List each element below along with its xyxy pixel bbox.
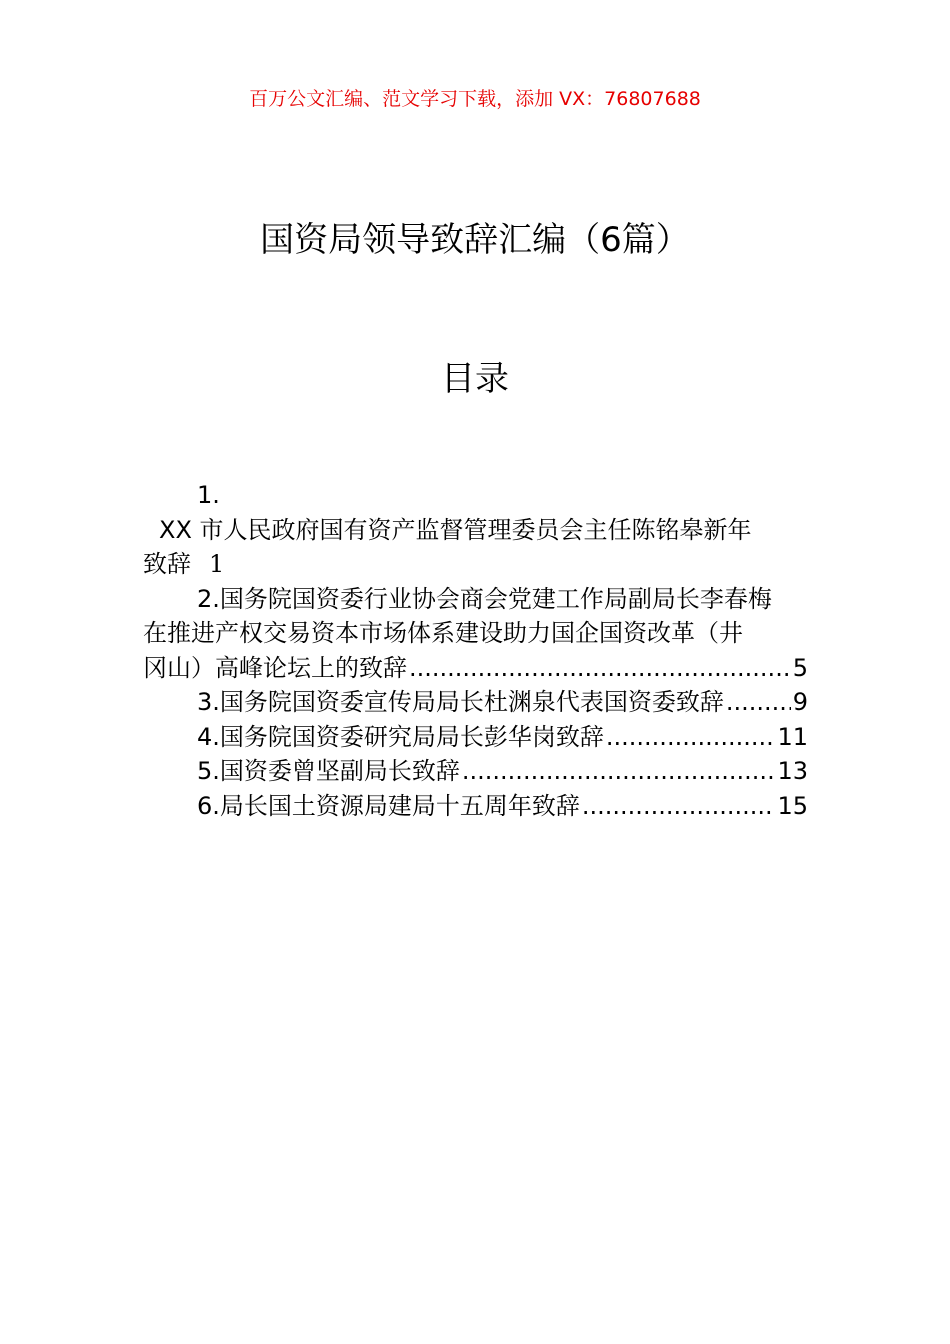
toc-item-text: 在推进产权交易资本市场体系建设助力国企国资改革（井 [143,619,743,647]
toc-item-2-line[interactable] [143,616,808,651]
toc-item-text: 2.国务院国资委行业协会商会党建工作局副局长李春梅 [197,584,772,613]
toc-item-text: 4.国务院国资委研究局局长彭华岗致辞 [197,722,604,751]
toc-page-number: 9 [792,688,808,716]
dot-leader [606,720,776,755]
toc-item-4[interactable] [143,720,808,755]
toc-page-number: 1 [209,550,225,578]
toc-item-2-line[interactable] [143,582,808,617]
toc-item-5[interactable] [143,754,808,789]
toc-item-text: 5.国资委曾坚副局长致辞 [197,757,460,785]
table-of-contents [143,478,808,823]
toc-page-number: 15 [777,791,808,820]
toc-item-text: 6.局长国土资源局建局十五周年致辞 [197,791,580,820]
header-note: 百万公文汇编、范文学习下载，添加 VX：76807688 [249,88,701,110]
dot-leader [726,685,791,720]
toc-item-1-end-line[interactable] [143,547,808,582]
dot-leader [462,754,776,789]
toc-page-number: 5 [792,653,808,682]
toc-page-number: 11 [777,722,808,751]
toc-item-text: 致辞 [143,550,191,578]
toc-item-2-end-line[interactable] [143,651,808,686]
toc-item-3[interactable] [143,685,808,720]
dot-leader [409,651,791,686]
toc-item-number: 1. [197,481,220,509]
toc-heading: 目录 [441,359,509,399]
dot-leader [582,789,776,824]
toc-page-number: 13 [777,757,808,785]
toc-item-1-number-line[interactable] [143,478,808,513]
toc-item-1-line[interactable] [143,513,808,548]
toc-item-text: XX 市人民政府国有资产监督管理委员会主任陈铭皋新年 [159,515,752,544]
document-title: 国资局领导致辞汇编（6篇） [260,220,690,260]
toc-item-text: 3.国务院国资委宣传局局长杜渊泉代表国资委致辞 [197,688,724,716]
toc-item-6[interactable] [143,789,808,824]
toc-item-text: 冈山）高峰论坛上的致辞 [143,653,407,682]
